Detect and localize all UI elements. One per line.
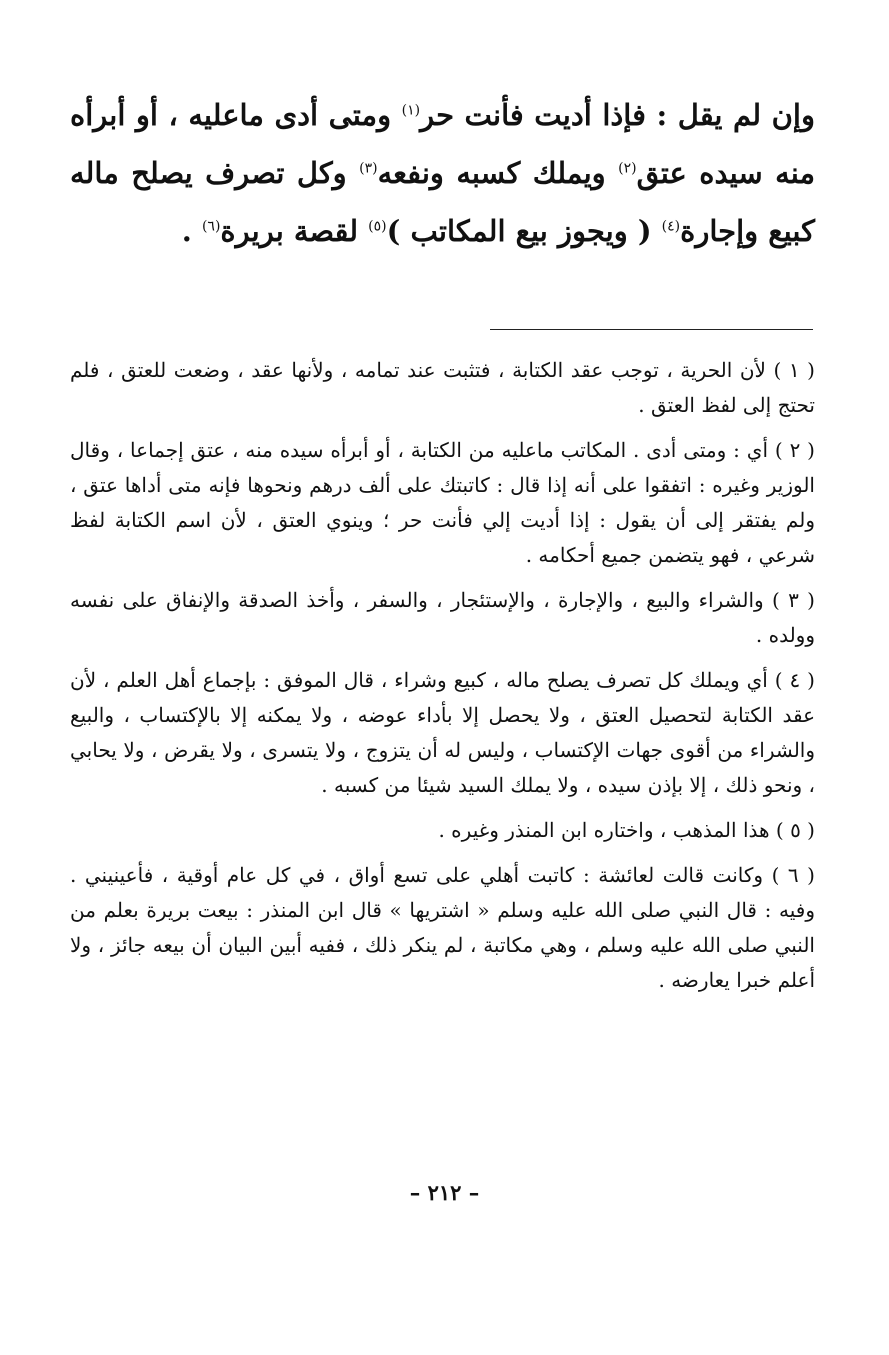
main-text-segment: وكل تصرف يصلح ماله كبيع وإجارة [70,156,815,248]
main-text-segment: وإن لم يقل : فإذا أديت فأنت حر [420,98,815,132]
footnote-ref-2: (٢) [618,160,637,177]
footnote-ref-3: (٣) [359,160,378,177]
footnote-number: ( ٥ ) [775,818,815,842]
footnote-6 [70,858,815,998]
footnote-4 [70,663,815,803]
footnote-text: لأن الحرية ، توجب عقد الكتابة ، فتثبت عند تمامه ، ولأنها عقد ، وضعت للعتق ، فلم تحتج إلى لفظ العتق . [70,358,815,417]
footnote-3 [70,583,815,653]
footnote-2 [70,433,815,573]
main-text-segment: ويملك كسبه ونفعه [377,156,619,190]
page-number: – ٢١٢ – [409,1180,480,1205]
main-text-segment: . [181,214,202,248]
footnote-text: والشراء والبيع ، والإجارة ، والإستئجار ، والسفر ، وأخذ الصدقة والإنفاق على نفسه وولده . [70,588,815,647]
footnote-number: ( ١ ) [773,358,815,382]
main-text-segment: لقصة بريرة [220,214,369,248]
footnote-separator [490,329,813,330]
main-text-segment: ومتى أدى ماعليه ، أو أبرأه منه سيده عتق [70,98,815,190]
footnote-number: ( ٢ ) [774,438,815,462]
main-text-paragraph [70,86,815,260]
main-text-segment: ( ويجوز بيع المكاتب ) [386,214,662,248]
footnote-ref-5: (٥) [368,218,387,235]
footnote-number: ( ٦ ) [771,863,815,887]
footnote-1 [70,353,815,423]
footnote-text: أي : ومتى أدى . المكاتب ماعليه من الكتابة ، أو أبرأه سيده منه ، عتق إجماعا ، وقال الوزير وغيره : اتفقوا على أنه إذا قال : كاتبتك على ألف درهم ونحوها فإنه متى أداها عتق ، ولم يفتقر إلى أن يقول : إذا أديت إلي فأنت حر ؛ وينوي العتق ، لأن اسم الكتابة لفظ شرعي ، فهو يتضمن جميع أحكامه . [70,438,815,567]
footnote-text: هذا المذهب ، واختاره ابن المنذر وغيره . [438,818,776,842]
footnote-number: ( ٤ ) [774,668,815,692]
footnote-text: أي ويملك كل تصرف يصلح ماله ، كبيع وشراء ، قال الموفق : بإجماع أهل العلم ، لأن عقد الكتابة لتحصيل العتق ، ولا يحصل إلا بأداء عوضه ، ولا يمكنه إلا بالإكتساب ، والبيع والشراء من أقوى جهات الإكتساب ، وليس له أن يتزوج ، ولا يتسرى ، ولا يقرض ، ولا يحابي ، ونحو ذلك ، إلا بإذن سيده ، ولا يملك السيد شيئا من كسبه . [70,668,815,797]
footnote-number: ( ٣ ) [772,588,815,612]
footnote-ref-4: (٤) [661,218,681,235]
footnote-text: وكانت قالت لعائشة : كاتبت أهلي على تسع أواق ، في كل عام أوقية ، فأعينيني . وفيه : قال النبي صلى الله عليه وسلم « اشتريها » قال ابن المنذر : بيعت بريرة بعلم من النبي صلى الله عليه وسلم ، وهي مكاتبة ، لم ينكر ذلك ، ففيه أبين البيان أن بيعه جائز ، ولا أعلم خبرا يعارضه . [70,863,815,992]
footnotes-section [70,353,815,1008]
footnote-ref-6: (٦) [201,218,221,235]
footnote-ref-1: (١) [401,102,421,119]
footnote-5 [70,813,815,848]
